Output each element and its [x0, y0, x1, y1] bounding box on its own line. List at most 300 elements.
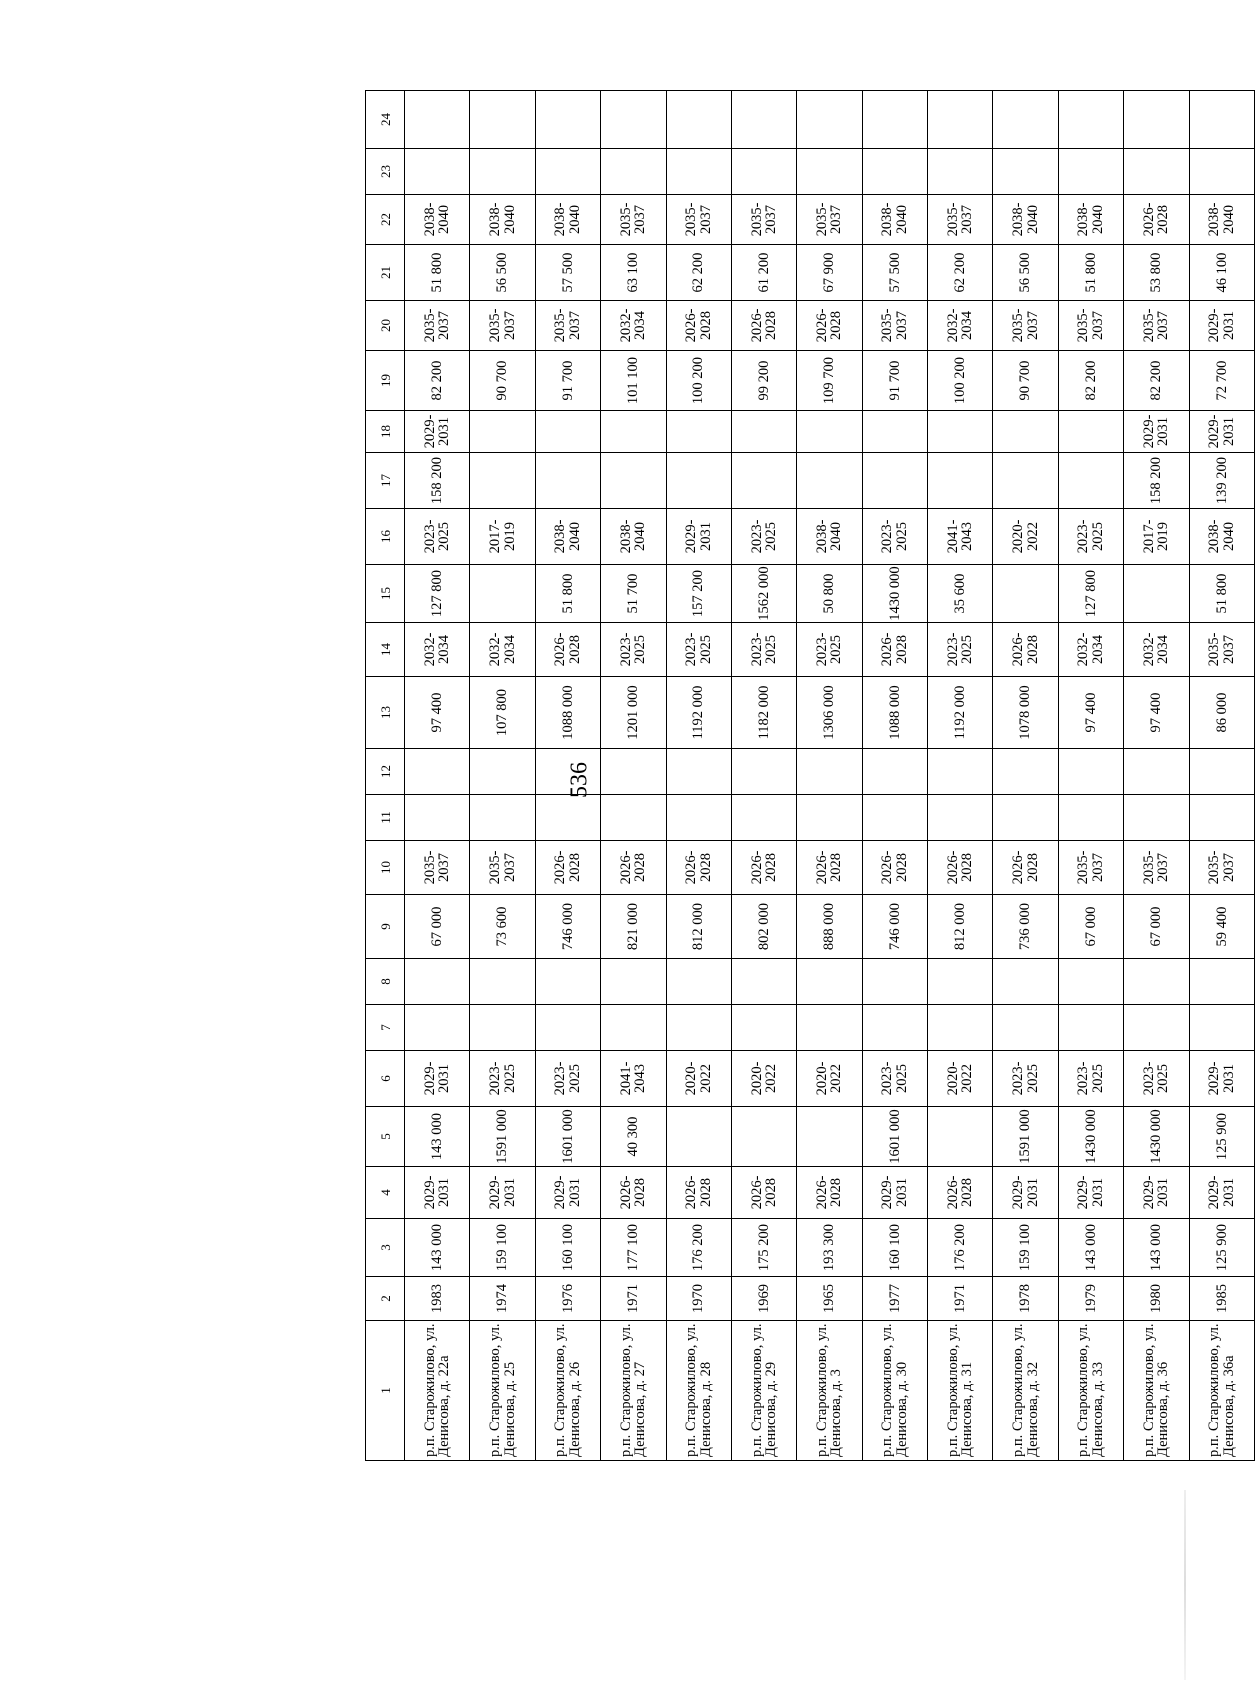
table-cell: 2038-2040 [993, 195, 1058, 245]
table-cell: 2017-2019 [470, 509, 535, 565]
column-header-1: 1 [366, 1321, 405, 1461]
table-cell [601, 1005, 666, 1051]
table-cell [405, 749, 470, 795]
table-cell: 143 000 [405, 1107, 470, 1167]
table-cell: 158 200 [1124, 453, 1189, 509]
table-cell: 143 000 [1058, 1219, 1123, 1277]
table-cell: 143 000 [405, 1219, 470, 1277]
table-cell [1124, 749, 1189, 795]
table-cell: 91 700 [535, 351, 600, 411]
table-cell: 73 600 [470, 895, 535, 959]
table-cell [928, 1005, 993, 1051]
table-cell [731, 453, 796, 509]
table-cell: 51 700 [601, 565, 666, 623]
table-cell: 2020-2022 [666, 1051, 731, 1107]
table-cell [928, 453, 993, 509]
table-cell: 97 400 [405, 677, 470, 749]
table-cell [601, 411, 666, 453]
table-cell: 2035-2037 [666, 195, 731, 245]
column-header-19: 19 [366, 351, 405, 411]
table-cell: 160 100 [535, 1219, 600, 1277]
table-cell [1189, 959, 1255, 1005]
table-cell: 51 800 [1189, 565, 1255, 623]
table-cell: 2041-2043 [601, 1051, 666, 1107]
table-cell: 1201 000 [601, 677, 666, 749]
table-cell: 57 500 [862, 245, 927, 301]
table-cell [797, 411, 862, 453]
column-header-13: 13 [366, 677, 405, 749]
table-cell [993, 411, 1058, 453]
table-cell: 2035-2037 [470, 841, 535, 895]
address-cell: р.п. Старожилово, ул. Денисова, д. 36 [1124, 1321, 1189, 1461]
table-cell: 2017-2019 [1124, 509, 1189, 565]
table-cell [470, 453, 535, 509]
table-cell: 2041-2043 [928, 509, 993, 565]
table-cell: 1088 000 [862, 677, 927, 749]
table-cell: 100 200 [666, 351, 731, 411]
table-cell: 2020-2022 [731, 1051, 796, 1107]
table-cell [862, 1005, 927, 1051]
table-cell [993, 565, 1058, 623]
table-cell: 109 700 [797, 351, 862, 411]
table-cell [862, 959, 927, 1005]
table-cell [405, 149, 470, 195]
table-cell [1058, 91, 1123, 149]
table-cell: 1976 [535, 1277, 600, 1321]
table-cell: 97 400 [1124, 677, 1189, 749]
table-cell [666, 1005, 731, 1051]
table-cell: 2023-2025 [470, 1051, 535, 1107]
table-cell: 2020-2022 [993, 509, 1058, 565]
table-cell [797, 1107, 862, 1167]
table-cell: 2038-2040 [1058, 195, 1123, 245]
table-cell: 67 000 [1124, 895, 1189, 959]
table-cell: 1980 [1124, 1277, 1189, 1321]
table-cell: 2035-2037 [1124, 301, 1189, 351]
table-cell: 61 200 [731, 245, 796, 301]
table-cell: 56 500 [993, 245, 1058, 301]
column-header-10: 10 [366, 841, 405, 895]
table-cell: 1977 [862, 1277, 927, 1321]
table-cell: 2023-2025 [797, 623, 862, 677]
table-cell: 1192 000 [928, 677, 993, 749]
table-cell: 2026-2028 [797, 1167, 862, 1219]
table-cell: 2032-2034 [928, 301, 993, 351]
table-cell: 1591 000 [993, 1107, 1058, 1167]
column-header-14: 14 [366, 623, 405, 677]
table-cell: 82 200 [405, 351, 470, 411]
table-cell: 175 200 [731, 1219, 796, 1277]
column-header-11: 11 [366, 795, 405, 841]
table-cell: 1306 000 [797, 677, 862, 749]
table-cell [470, 91, 535, 149]
table-cell: 1969 [731, 1277, 796, 1321]
register-table-wrapper [365, 91, 1255, 1461]
table-cell [862, 453, 927, 509]
table-cell [1124, 1005, 1189, 1051]
header-row [366, 91, 405, 1461]
table-cell [731, 1107, 796, 1167]
address-cell: р.п. Старожилово, ул. Денисова, д. 32 [993, 1321, 1058, 1461]
table-cell [470, 749, 535, 795]
table-cell [535, 453, 600, 509]
table-cell: 51 800 [1058, 245, 1123, 301]
table-cell [405, 1005, 470, 1051]
table-cell [470, 1005, 535, 1051]
table-cell [797, 959, 862, 1005]
table-cell: 2038-2040 [797, 509, 862, 565]
table-cell [535, 149, 600, 195]
table-cell: 2029-2031 [535, 1167, 600, 1219]
table-cell: 2023-2025 [666, 623, 731, 677]
table-cell [1124, 91, 1189, 149]
table-cell: 53 800 [1124, 245, 1189, 301]
table-cell [1189, 91, 1255, 149]
table-row [470, 91, 535, 1461]
table-cell [1058, 795, 1123, 841]
table-cell: 1601 000 [862, 1107, 927, 1167]
table-cell: 2038-2040 [535, 509, 600, 565]
table-row [1058, 91, 1123, 1461]
table-cell [1058, 149, 1123, 195]
table-cell: 143 000 [1124, 1219, 1189, 1277]
table-cell [405, 91, 470, 149]
table-cell: 90 700 [993, 351, 1058, 411]
table-cell [601, 91, 666, 149]
table-cell: 59 400 [1189, 895, 1255, 959]
table-cell [535, 411, 600, 453]
table-cell: 1430 000 [1058, 1107, 1123, 1167]
column-header-15: 15 [366, 565, 405, 623]
table-cell [1058, 1005, 1123, 1051]
table-cell [928, 411, 993, 453]
table-cell: 2026-2028 [1124, 195, 1189, 245]
table-cell: 2035-2037 [535, 301, 600, 351]
table-cell: 57 500 [535, 245, 600, 301]
table-cell: 1430 000 [1124, 1107, 1189, 1167]
table-cell: 2035-2037 [731, 195, 796, 245]
table-cell: 2026-2028 [731, 301, 796, 351]
table-cell [1189, 795, 1255, 841]
table-cell: 2035-2037 [1058, 841, 1123, 895]
table-cell: 2023-2025 [405, 509, 470, 565]
table-cell: 1965 [797, 1277, 862, 1321]
table-cell [666, 749, 731, 795]
table-cell: 812 000 [666, 895, 731, 959]
table-cell [993, 91, 1058, 149]
table-cell [1189, 1005, 1255, 1051]
table-cell: 2026-2028 [535, 841, 600, 895]
table-cell: 82 200 [1124, 351, 1189, 411]
table-cell [797, 749, 862, 795]
table-cell [470, 565, 535, 623]
table-cell: 62 200 [928, 245, 993, 301]
address-cell: р.п. Старожилово, ул. Денисова, д. 25 [470, 1321, 535, 1461]
table-cell: 1192 000 [666, 677, 731, 749]
table-cell: 2026-2028 [928, 841, 993, 895]
column-header-5: 5 [366, 1107, 405, 1167]
table-cell: 1970 [666, 1277, 731, 1321]
table-cell: 2035-2037 [1058, 301, 1123, 351]
table-cell: 2032-2034 [405, 623, 470, 677]
table-cell: 160 100 [862, 1219, 927, 1277]
table-cell: 2035-2037 [470, 301, 535, 351]
table-cell: 159 100 [993, 1219, 1058, 1277]
address-cell: р.п. Старожилово, ул. Денисова, д. 33 [1058, 1321, 1123, 1461]
table-cell [535, 795, 600, 841]
table-cell: 107 800 [470, 677, 535, 749]
column-header-22: 22 [366, 195, 405, 245]
table-cell [797, 453, 862, 509]
column-header-17: 17 [366, 453, 405, 509]
table-cell: 888 000 [797, 895, 862, 959]
table-cell: 2023-2025 [928, 623, 993, 677]
table-cell: 2023-2025 [535, 1051, 600, 1107]
table-cell: 157 200 [666, 565, 731, 623]
table-cell [666, 795, 731, 841]
table-cell: 2035-2037 [928, 195, 993, 245]
table-cell [1124, 959, 1189, 1005]
table-cell: 2023-2025 [1124, 1051, 1189, 1107]
table-cell: 1985 [1189, 1277, 1255, 1321]
table-cell: 2026-2028 [862, 841, 927, 895]
table-cell [731, 795, 796, 841]
column-header-9: 9 [366, 895, 405, 959]
table-cell: 62 200 [666, 245, 731, 301]
table-cell: 2038-2040 [535, 195, 600, 245]
table-cell: 2023-2025 [862, 1051, 927, 1107]
table-row [405, 91, 470, 1461]
table-cell [535, 91, 600, 149]
table-cell: 2035-2037 [862, 301, 927, 351]
table-cell: 91 700 [862, 351, 927, 411]
table-cell [601, 453, 666, 509]
column-header-7: 7 [366, 1005, 405, 1051]
address-cell: р.п. Старожилово, ул. Денисова, д. 27 [601, 1321, 666, 1461]
table-cell: 2038-2040 [405, 195, 470, 245]
column-header-2: 2 [366, 1277, 405, 1321]
table-cell: 2026-2028 [731, 1167, 796, 1219]
table-cell: 67 000 [405, 895, 470, 959]
table-cell [666, 411, 731, 453]
table-cell: 125 900 [1189, 1219, 1255, 1277]
table-cell [993, 795, 1058, 841]
table-cell [862, 91, 927, 149]
table-cell: 1979 [1058, 1277, 1123, 1321]
table-cell [470, 959, 535, 1005]
table-cell [535, 749, 600, 795]
table-cell [928, 959, 993, 1005]
table-cell [601, 749, 666, 795]
table-row [535, 91, 600, 1461]
table-cell: 2038-2040 [601, 509, 666, 565]
table-cell: 125 900 [1189, 1107, 1255, 1167]
column-header-3: 3 [366, 1219, 405, 1277]
table-cell: 2026-2028 [601, 1167, 666, 1219]
table-row [993, 91, 1058, 1461]
table-row [928, 91, 993, 1461]
table-cell: 2029-2031 [405, 411, 470, 453]
table-cell [470, 149, 535, 195]
column-header-18: 18 [366, 411, 405, 453]
table-cell: 2032-2034 [470, 623, 535, 677]
table-cell: 1182 000 [731, 677, 796, 749]
page-number: 536 [566, 762, 593, 798]
table-cell [993, 149, 1058, 195]
table-row [1124, 91, 1189, 1461]
table-cell: 2035-2037 [993, 301, 1058, 351]
column-header-23: 23 [366, 149, 405, 195]
table-row [601, 91, 666, 1461]
table-cell: 2026-2028 [993, 623, 1058, 677]
table-cell: 2029-2031 [993, 1167, 1058, 1219]
table-cell [1058, 749, 1123, 795]
table-cell: 2038-2040 [470, 195, 535, 245]
table-cell: 1974 [470, 1277, 535, 1321]
table-cell: 2020-2022 [928, 1051, 993, 1107]
table-cell: 2035-2037 [1189, 623, 1255, 677]
table-cell [1058, 959, 1123, 1005]
table-cell: 2026-2028 [797, 841, 862, 895]
address-cell: р.п. Старожилово, ул. Денисова, д. 3 [797, 1321, 862, 1461]
table-cell: 2029-2031 [1189, 1167, 1255, 1219]
table-cell [405, 959, 470, 1005]
table-cell: 2029-2031 [470, 1167, 535, 1219]
table-body [405, 91, 1255, 1461]
table-cell: 1088 000 [535, 677, 600, 749]
address-cell: р.п. Старожилово, ул. Денисова, д. 26 [535, 1321, 600, 1461]
table-cell [731, 411, 796, 453]
table-cell: 2026-2028 [862, 623, 927, 677]
table-cell [666, 91, 731, 149]
table-cell: 2035-2037 [405, 841, 470, 895]
table-cell: 2026-2028 [797, 301, 862, 351]
table-cell: 176 200 [928, 1219, 993, 1277]
table-cell: 2029-2031 [405, 1167, 470, 1219]
table-cell: 139 200 [1189, 453, 1255, 509]
table-cell: 812 000 [928, 895, 993, 959]
table-cell [405, 795, 470, 841]
table-cell: 2023-2025 [731, 509, 796, 565]
table-cell [928, 91, 993, 149]
table-cell: 2023-2025 [1058, 509, 1123, 565]
table-cell: 2023-2025 [731, 623, 796, 677]
table-cell: 193 300 [797, 1219, 862, 1277]
column-header-4: 4 [366, 1167, 405, 1219]
scan-edge-noise [1184, 1490, 1186, 1680]
table-cell [862, 749, 927, 795]
table-cell [862, 149, 927, 195]
table-cell: 100 200 [928, 351, 993, 411]
table-cell: 159 100 [470, 1219, 535, 1277]
table-cell: 72 700 [1189, 351, 1255, 411]
table-cell: 177 100 [601, 1219, 666, 1277]
table-cell: 1078 000 [993, 677, 1058, 749]
table-cell: 2020-2022 [797, 1051, 862, 1107]
table-cell [993, 959, 1058, 1005]
table-cell [928, 749, 993, 795]
table-cell [993, 749, 1058, 795]
table-row [1189, 91, 1255, 1461]
table-cell [666, 959, 731, 1005]
table-cell [797, 795, 862, 841]
table-cell: 67 900 [797, 245, 862, 301]
table-cell [1124, 795, 1189, 841]
table-cell: 63 100 [601, 245, 666, 301]
table-cell: 2038-2040 [862, 195, 927, 245]
table-cell: 736 000 [993, 895, 1058, 959]
table-cell [535, 1005, 600, 1051]
table-cell [731, 959, 796, 1005]
table-cell: 86 000 [1189, 677, 1255, 749]
address-cell: р.п. Старожилово, ул. Денисова, д. 22а [405, 1321, 470, 1461]
table-cell [731, 149, 796, 195]
table-cell [601, 959, 666, 1005]
table-cell: 2026-2028 [666, 1167, 731, 1219]
table-cell: 1978 [993, 1277, 1058, 1321]
table-cell: 1971 [601, 1277, 666, 1321]
table-cell: 2035-2037 [797, 195, 862, 245]
table-cell [928, 1107, 993, 1167]
column-header-21: 21 [366, 245, 405, 301]
table-cell: 2023-2025 [993, 1051, 1058, 1107]
table-cell: 2032-2034 [601, 301, 666, 351]
table-cell: 90 700 [470, 351, 535, 411]
table-cell [797, 91, 862, 149]
table-cell: 2038-2040 [1189, 509, 1255, 565]
table-cell: 2029-2031 [1189, 301, 1255, 351]
table-cell [1189, 749, 1255, 795]
table-cell: 51 800 [405, 245, 470, 301]
table-cell [1058, 411, 1123, 453]
table-cell: 99 200 [731, 351, 796, 411]
table-cell [993, 1005, 1058, 1051]
address-cell: р.п. Старожилово, ул. Денисова, д. 30 [862, 1321, 927, 1461]
table-cell: 82 200 [1058, 351, 1123, 411]
table-row [666, 91, 731, 1461]
table-cell [1124, 565, 1189, 623]
table-cell: 2026-2028 [666, 301, 731, 351]
address-cell: р.п. Старожилово, ул. Денисова, д. 36а [1189, 1321, 1255, 1461]
table-cell: 2026-2028 [731, 841, 796, 895]
table-cell [601, 149, 666, 195]
table-cell: 50 800 [797, 565, 862, 623]
table-cell: 2035-2037 [601, 195, 666, 245]
table-cell [928, 149, 993, 195]
table-cell [1058, 453, 1123, 509]
table-cell [535, 959, 600, 1005]
table-cell: 51 800 [535, 565, 600, 623]
address-cell: р.п. Старожилово, ул. Денисова, д. 28 [666, 1321, 731, 1461]
table-cell [731, 1005, 796, 1051]
table-cell: 746 000 [535, 895, 600, 959]
table-cell: 2026-2028 [928, 1167, 993, 1219]
table-cell [666, 149, 731, 195]
table-cell: 2029-2031 [1124, 411, 1189, 453]
column-header-20: 20 [366, 301, 405, 351]
table-cell [666, 453, 731, 509]
table-cell [666, 1107, 731, 1167]
table-cell [862, 411, 927, 453]
table-cell: 127 800 [405, 565, 470, 623]
table-cell: 2029-2031 [1124, 1167, 1189, 1219]
table-cell: 2026-2028 [666, 841, 731, 895]
table-cell: 2029-2031 [1058, 1167, 1123, 1219]
table-cell: 2029-2031 [405, 1051, 470, 1107]
table-cell [993, 453, 1058, 509]
table-cell: 40 300 [601, 1107, 666, 1167]
table-cell [470, 411, 535, 453]
